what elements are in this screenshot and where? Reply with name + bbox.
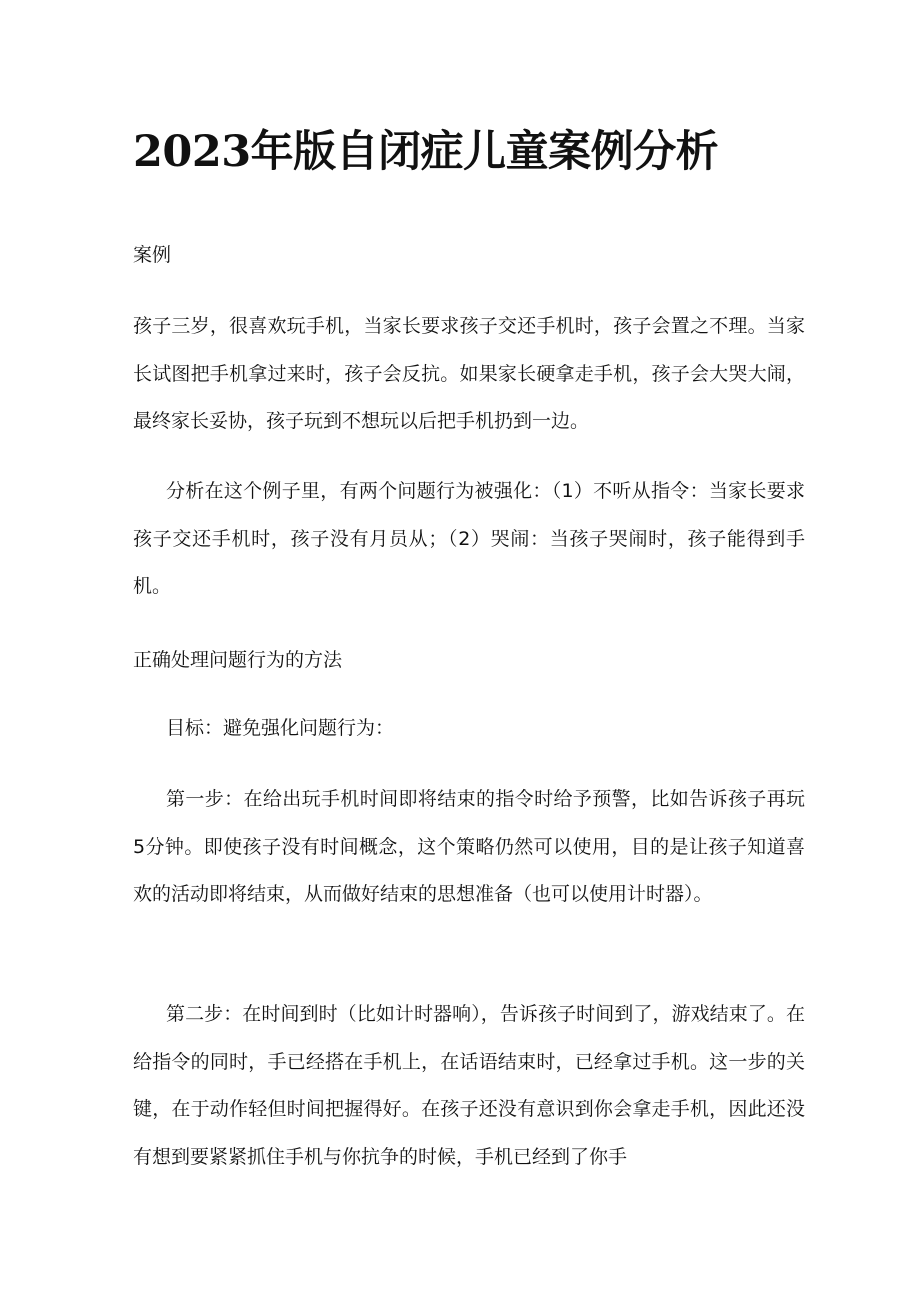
step1-paragraph: 第一步：在给出玩手机时间即将结束的指令时给予预警，比如告诉孩子再玩5分钟。即使孩子没有时间概念，这个策略仍然可以使用，目的是让孩子知道喜欢的活动即将结束，从而做好结束的思想准备（也可以使用计时器）。 (133, 788, 805, 905)
analysis-paragraph: 分析在这个例子里，有两个问题行为被强化：（1）不听从指令：当家长要求孩子交还手机时，孩子没有月员从；（2）哭闹：当孩子哭闹时，孩子能得到手机。 (133, 480, 805, 597)
goal-line: 目标：避免强化问题行为： (166, 717, 395, 739)
section-heading-method: 正确处理问题行为的方法 (133, 649, 343, 671)
step2-paragraph: 第二步：在时间到时（比如计时器响），告诉孩子时间到了，游戏结束了。在给指令的同时，手已经搭在手机上，在话语结束时，已经拿过手机。这一步的关键，在于动作轻但时间把握得好。在孩子还没有意识到你会拿走手机，因此还没有想到要紧紧抓住手机与你抗争的时候，手机已经到了你手 (133, 1003, 805, 1168)
document-title: 2023年版自闭症儿童案例分析 (133, 127, 719, 177)
case-paragraph: 孩子三岁，很喜欢玩手机，当家长要求孩子交还手机时，孩子会置之不理。当家长试图把手机拿过来时，孩子会反抗。如果家长硬拿走手机，孩子会大哭大闹，最终家长妥协，孩子玩到不想玩以后把手机扔到一边。 (133, 315, 805, 432)
section-heading-case: 案例 (133, 244, 172, 266)
